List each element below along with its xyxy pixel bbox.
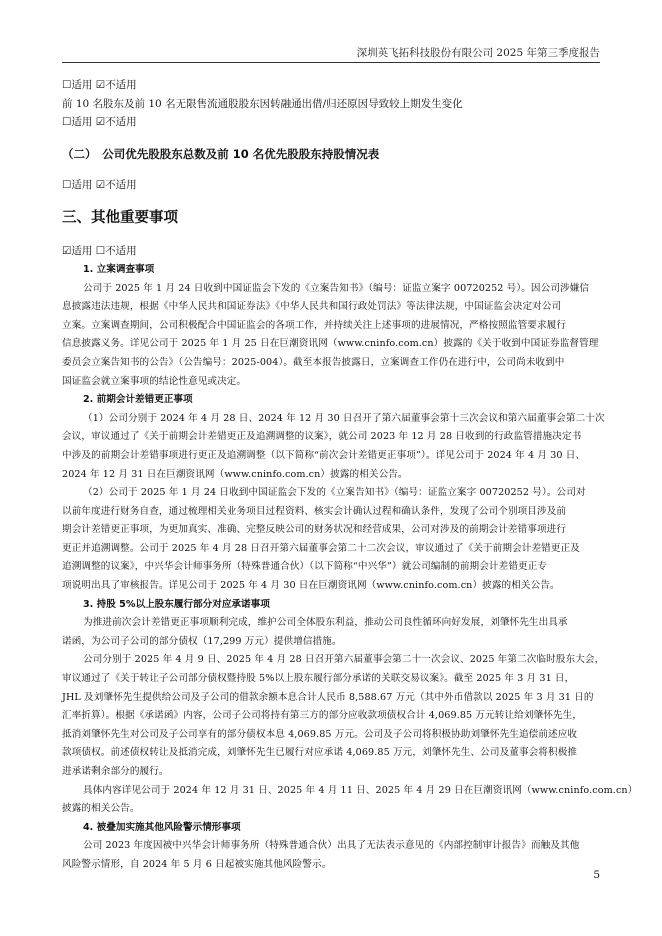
header-rule [62,62,600,63]
checkbox-row-2 [62,113,600,132]
item-paragraph [62,651,605,781]
other-matters-list [62,261,638,875]
unchecked-box-icon: ☐ [62,116,72,129]
paragraph-line: 立案。立案调查期间，公司积极配合中国证监会的各项工作，并持续关注上述事项的进展情况，严格按照监管要求履行 [62,319,567,331]
paragraph-line: 更正并追溯调整。公司于 2025 年 4 月 28 日召开第六届董事会第二十二次会议，审议通过了《关于前期会计差错更正及 [62,542,580,554]
paragraph-line: 审议通过了《关于转让子公司部分债权暨持股 5%以上股东履行部分承诺的关联交易议案》。截至 2025 年 3 月 31 日， [62,673,575,685]
checked-box-icon: ☑ [95,79,106,91]
paragraph-line: 以前年度进行财务自查，通过梳理相关业务项目过程资料、核实会计确认过程和确认条件，发现了公司个别项目涉及前 [62,505,567,517]
paragraph-line: 进承诺剩余部分的履行。 [62,766,169,777]
applicable-label: 适用 [71,79,93,91]
paragraph-line: JHL 及刘肇怀先生提供给公司及子公司的借款余额本息合计人民币 8,588.67 万元（其中外币借款以 2025 年 3 月 31 日的 [62,691,594,703]
paragraph-line: 诺函，为公司子公司的部分债权（17,299 万元）提供增信措施。 [62,635,342,647]
section-3-heading: 三、其他重要事项 [62,210,178,227]
item-paragraph [62,614,600,651]
item-title: 1. 立案调查事项 [83,263,155,275]
paragraph-line: 公司分别于 2025 年 4 月 9 日、2025 年 4 月 28 日召开第六届董事会第二十一次会议、2025 年第二次临时股东大会， [83,654,605,666]
checked-box-icon: ☑ [62,245,72,258]
paragraph-line: 期会计差错更正事项，为更加真实、准确、完整反映公司的财务状况和经营成果，公司对涉及的前期会计差错事项进行 [62,524,567,536]
applicable-label: 适用 [71,245,93,258]
paragraph-line: 抵消刘肇怀先生对公司及子公司享有的部分债权本息 4,069.85 万元。公司及子公司将积极协助刘肇怀先生追偿前述应收 [62,728,578,740]
paragraph-line: 国证监会就立案事项的结论性意见或决定。 [62,375,247,387]
checkbox-row-4 [62,242,600,261]
item-paragraph [62,280,600,392]
section-2-heading: （二） 公司优先股股东总数及前 10 名优先股股东持股情况表 [62,146,380,161]
checked-box-icon: ☑ [95,178,106,191]
unchecked-box-icon: ☐ [62,178,72,191]
checked-box-icon: ☑ [95,116,106,129]
paragraph-line: 追溯调整的议案》，中兴华会计师事务所（特殊普通合伙）（以下简称“中兴华”）就公司编制的前期会计差错更正专 [62,561,548,573]
paragraph-line: 款项债权。前述债权转让及抵消完成，刘肇怀先生已履行对应承诺 4,069.85 万元，刘肇怀先生、公司及董事会将积极推 [62,747,578,759]
paragraph-line: 为推进前次会计差错更正事项顺利完成，维护公司全体股东利益，推动公司良性循环向好发展，刘肇怀先生出具承 [83,617,568,629]
item-paragraph [62,484,600,596]
checkbox-row-1 [62,76,600,95]
page-content [62,76,638,875]
paragraph-line: 公司 2023 年度因被中兴华会计师事务所（特殊普通合伙）出具了无法表示意见的《内部控制审计报告》而触及其他 [83,840,580,852]
paragraph-line: （1）公司分别于 2024 年 4 月 28 日、2024 年 12 月 30 日召开了第六届董事会第十三次会议和第六届董事会第二十次 [83,412,605,424]
paragraph-line: 信息披露义务。详见公司于 2025 年 1 月 25 日在巨潮资讯网（www.cninfo.com.cn）披露的《关于收到中国证券监督管理 [62,338,599,350]
paragraph-line: 中涉及的前期会计差错事项进行更正及追溯调整（以下简称“前次会计差错更正事项”）。详见公司于 2024 年 4 月 30 日、 [62,449,586,461]
paragraph-line: 具体内容详见公司于 2024 年 12 月 31 日、2025 年 4 月 11 日、2025 年 4 月 29 日在巨潮资讯网（www.cninfo.com.cn） [83,784,638,796]
page-number: 5 [593,869,600,881]
item-title: 4. 被叠加实施其他风险警示情形事项 [83,821,241,833]
item-title: 2. 前期会计差错更正事项 [83,394,193,406]
unchecked-box-icon: ☐ [95,245,106,258]
item-paragraph [62,782,638,819]
not-applicable-label: 不适用 [105,245,137,258]
not-applicable-label: 不适用 [105,79,137,91]
paragraph-line: 委员会立案告知书的公告》（公告编号：2025-004）。截至本报告披露日，立案调查工作仍在进行中，公司尚未收到中 [62,356,565,368]
paragraph-line: 项说明出具了审核报告。详见公司于 2025 年 4 月 30 日在巨潮资讯网（www.cninfo.com.cn）披露的相关公告。 [62,580,560,592]
item-title: 3. 持股 5%以上股东履行部分对应承诺事项 [83,598,270,610]
unchecked-box-icon: ☐ [62,79,72,91]
running-header: 深圳英飞拓科技股份有限公司 2025 年第三季度报告 [356,47,600,59]
paragraph-line: 会议，审议通过了《关于前期会计差错更正及追溯调整的议案》，就公司 2023 年 12 月 28 日收到的行政监管措施决定书 [62,431,582,443]
applicable-label: 适用 [71,116,93,129]
paragraph-line: 汇率折算）。根据《承诺函》内容，公司子公司将持有第三方的部分应收款项债权合计 4,069.85 万元转让给刘肇怀先生， [62,710,583,722]
paragraph-line: 披露的相关公告。 [62,803,140,815]
block1-note: 前 10 名股东及前 10 名无限售流通股股东因转融通出借/归还原因导致较上期发生变化 [62,97,463,110]
paragraph-line: 息披露违法违规，根据《中华人民共和国证券法》《中华人民共和国行政处罚法》等法律法规，中国证监会决定对公司 [62,301,562,313]
not-applicable-label: 不适用 [105,116,137,129]
not-applicable-label: 不适用 [105,178,137,191]
paragraph-line: 2024 年 12 月 31 日在巨潮资讯网（www.cninfo.com.cn）披露的相关公告。 [62,468,408,480]
paragraph-line: （2）公司于 2025 年 1 月 24 日收到中国证监会下发的《立案告知书》（编号：证监立案字 00720252 号）。公司对 [83,487,586,499]
item-paragraph [62,837,600,874]
paragraph-line: 公司于 2025 年 1 月 24 日收到中国证监会下发的《立案告知书》（编号：证监立案字 00720252 号）。因公司涉嫌信 [83,282,590,294]
checkbox-row-3 [62,176,600,195]
item-paragraph [62,410,605,484]
applicable-label: 适用 [71,178,93,191]
paragraph-line: 风险警示情形，自 2024 年 5 月 6 日起被实施其他风险警示。 [62,858,332,870]
